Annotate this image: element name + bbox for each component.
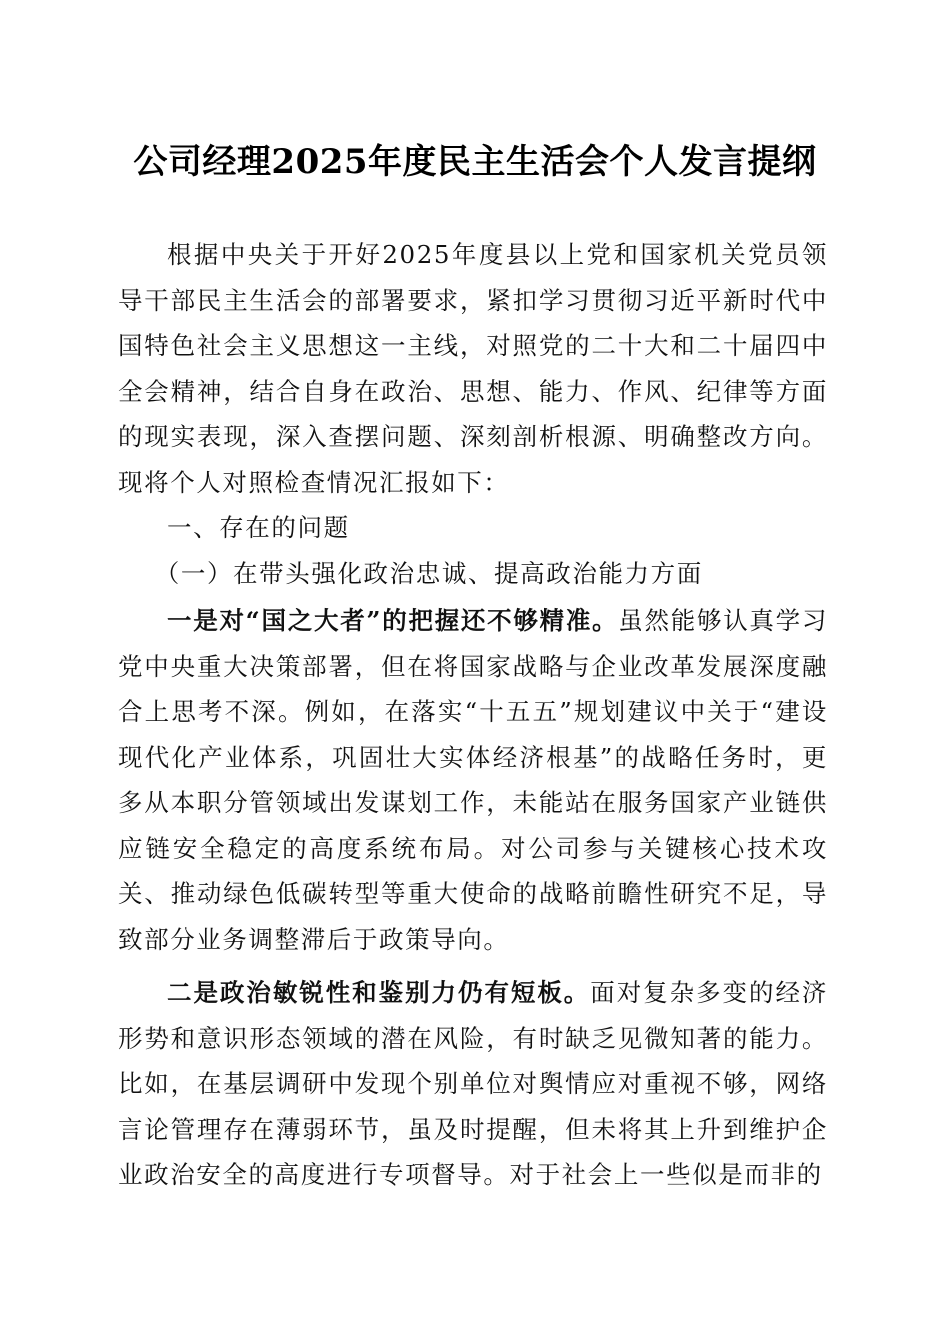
subsection-heading-political-loyalty: （一）在带头强化政治忠诚、提高政治能力方面 xyxy=(154,558,703,588)
intro-paragraph: 根据中央关于开好2025年度县以上党和国家机关党员领导干部民主生活会的部署要求，紧扣学习贯彻习近平新时代中国特色社会主义思想这一主线，对照党的二十大和二十届四中全会精神，结合自身在政治、思想、能力、作风、纪律等方面的现实表现，深入查摆问题、深刻剖析根源、明确整改方向。现将个人对照检查情况汇报如下： xyxy=(118,240,828,497)
document-title: 公司经理2025年度民主生活会个人发言提纲 xyxy=(133,142,817,182)
point-1-paragraph xyxy=(118,598,828,962)
section-heading-problems: 一、存在的问题 xyxy=(167,513,350,542)
point-2-body: 面对复杂多变的经济形势和意识形态领域的潜在风险，有时缺乏见微知著的能力。比如，在基层调研中发现个别单位对舆情应对重视不够，网络言论管理存在薄弱环节，虽及时提醒，但未将其上升到维护企业政治安全的高度进行专项督导。对于社会上一些似是而非的 xyxy=(118,978,828,1189)
document-body xyxy=(118,232,828,1198)
point-1-lead: 一是对“国之大者”的把握还不够精准。 xyxy=(167,606,619,635)
point-2-paragraph xyxy=(118,970,828,1198)
point-1-body: 虽然能够认真学习党中央重大决策部署，但在将国家战略与企业改革发展深度融合上思考不深。例如，在落实“十五五”规划建议中关于“建设现代化产业体系，巩固壮大实体经济根基”的战略任务时，更多从本职分管领域出发谋划工作，未能站在服务国家产业链供应链安全稳定的高度系统布局。对公司参与关键核心技术攻关、推动绿色低碳转型等重大使命的战略前瞻性研究不足，导致部分业务调整滞后于政策导向。 xyxy=(118,606,828,954)
point-2-lead: 二是政治敏锐性和鉴别力仍有短板。 xyxy=(167,978,591,1007)
